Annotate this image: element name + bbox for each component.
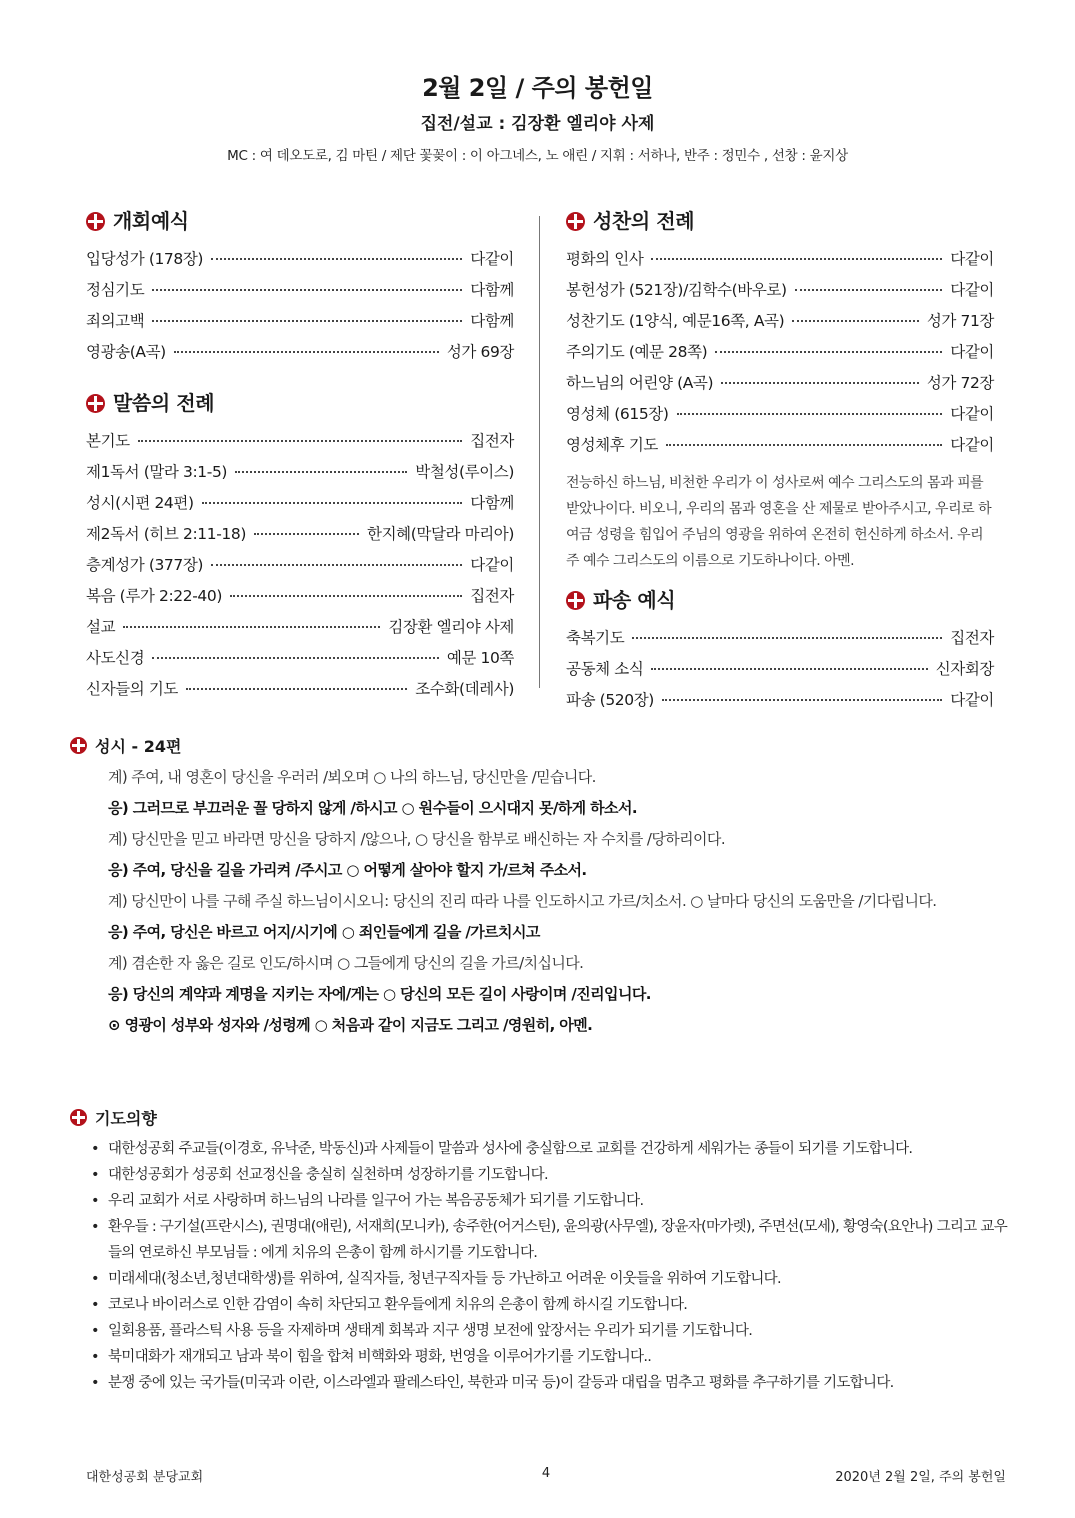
left-column xyxy=(86,205,514,708)
row-label: 제1독서 (말라 3:1-5) xyxy=(86,463,228,481)
order-row xyxy=(86,553,514,584)
row-label: 성시(시편 24편) xyxy=(86,494,194,512)
psalm-verse: 계) 겸손한 자 옳은 길로 인도/하시며 ○ 그들에게 당신의 길을 가르/치십니다. xyxy=(108,954,584,972)
red-cross-icon xyxy=(566,591,585,610)
list-item: • 코로나 바이러스로 인한 감염이 속히 차단되고 환우들에게 치유의 은총이 함께 하시길 기도합니다. xyxy=(70,1292,1010,1318)
dot-leader xyxy=(662,698,942,701)
row-label: 영성체 (615장) xyxy=(566,405,669,423)
dot-leader xyxy=(186,687,407,690)
section-eucharist-title xyxy=(566,205,994,237)
dot-leader xyxy=(152,288,462,291)
dot-leader xyxy=(677,412,943,415)
list-item: • 우리 교회가 서로 사랑하며 하느님의 나라를 일구어 가는 복음공동체가 되기를 기도합니다. xyxy=(70,1188,1010,1214)
row-value: 다함께 xyxy=(470,494,514,512)
row-label: 층계성가 (377장) xyxy=(86,556,204,574)
row-value: 다같이 xyxy=(950,691,994,709)
row-label: 하느님의 어린양 (A곡) xyxy=(566,374,714,392)
list-item: • 대한성공회가 성공회 선교정신을 충실히 실천하며 성장하기를 기도합니다. xyxy=(70,1162,1010,1188)
order-row xyxy=(566,688,994,719)
row-value: 다같이 xyxy=(470,250,514,268)
row-label: 설교 xyxy=(86,618,116,636)
row-value: 한지혜(막달라 마리아) xyxy=(367,525,514,543)
intentions-title xyxy=(70,1104,1010,1130)
column-divider xyxy=(539,216,540,688)
section-title-text: 개회예식 xyxy=(113,209,189,233)
red-cross-icon xyxy=(566,212,585,231)
row-label: 영광송(A곡) xyxy=(86,343,166,361)
order-row xyxy=(86,309,514,340)
row-label: 영성체후 기도 xyxy=(566,436,658,454)
row-label: 정심기도 xyxy=(86,281,145,299)
section-title-text: 파송 예식 xyxy=(593,588,676,612)
row-value: 다함께 xyxy=(470,312,514,330)
order-row xyxy=(566,247,994,278)
dot-leader xyxy=(202,501,463,504)
dot-leader xyxy=(651,257,942,260)
dot-leader xyxy=(152,656,439,659)
psalm-response: 응) 당신의 계약과 계명을 지키는 자에/게는 ○ 당신의 모든 길이 사랑이며 /진리입니다. xyxy=(108,985,651,1003)
footer-date: 2020년 2월 2일, 주의 봉헌일 xyxy=(835,1470,1006,1485)
row-value: 다같이 xyxy=(950,436,994,454)
list-item: • 미래세대(청소년,청년대학생)를 위하여, 실직자들, 청년구직자들 등 가난하고 어려운 이웃들을 위하여 기도합니다. xyxy=(70,1266,1010,1292)
psalm-verse: 계) 주여, 내 영혼이 당신을 우러러 /뵈오며 ○ 나의 하느님, 당신만을 /믿습니다. xyxy=(108,768,596,786)
intentions-list xyxy=(70,1136,1010,1396)
row-value: 성가 69장 xyxy=(446,343,514,361)
dot-leader xyxy=(230,594,462,597)
row-label: 파송 (520장) xyxy=(566,691,654,709)
dot-leader xyxy=(152,319,462,322)
row-label: 제2독서 (히브 2:11-18) xyxy=(86,525,246,543)
row-label: 사도신경 xyxy=(86,649,145,667)
row-label: 죄의고백 xyxy=(86,312,145,330)
dot-leader xyxy=(721,381,919,384)
red-cross-icon xyxy=(70,1109,87,1126)
list-item: • 분쟁 중에 있는 국가들(미국과 이란, 이스라엘과 팔레스타인, 북한과 미국 등)이 갈등과 대립을 멈추고 평화를 추구하기를 기도합니다. xyxy=(70,1370,1010,1396)
row-label: 공동체 소식 xyxy=(566,660,644,678)
psalm-gloria: ⊙ 영광이 성부와 성자와 /성령께 ○ 처음과 같이 지금도 그리고 /영원히, 아멘. xyxy=(108,1016,593,1034)
section-title-text: 성찬의 전례 xyxy=(593,209,695,233)
dot-leader xyxy=(666,443,942,446)
row-label: 평화의 인사 xyxy=(566,250,644,268)
section-opening-title xyxy=(86,205,514,237)
footer-page-number: 4 xyxy=(541,1466,551,1481)
order-row xyxy=(86,491,514,522)
section-title-text: 말씀의 전례 xyxy=(113,391,215,415)
page-header xyxy=(0,72,1075,166)
right-column xyxy=(566,205,994,719)
section-dismissal-title xyxy=(566,584,994,616)
list-item: • 대한성공회 주교들(이경호, 유낙준, 박동신)과 사제들이 말씀과 성사에 충실함으로 교회를 건강하게 세워가는 종들이 되기를 기도합니다. xyxy=(70,1136,1010,1162)
row-value: 집전자 xyxy=(470,587,514,605)
row-label: 봉헌성가 (521장)/김학수(바우로) xyxy=(566,281,787,299)
order-row xyxy=(566,657,994,688)
row-label: 신자들의 기도 xyxy=(86,680,178,698)
footer-church-name: 대한성공회 분당교회 xyxy=(86,1470,204,1485)
order-row xyxy=(86,429,514,460)
dot-leader xyxy=(795,288,943,291)
post-communion-prayer: 전능하신 하느님, 비천한 우리가 이 성사로써 예수 그리스도의 몸과 피를 받았나이다. 비오니, 우리의 몸과 영혼을 산 제물로 받아주시고, 우리로 하여금 성령을 힘입어 주님의 영광을 위하여 온전히 헌신하게 하소서. 우리 주 예수 그리스도의 이름으로 기도하나이다. 아멘. xyxy=(566,475,992,569)
row-value: 집전자 xyxy=(950,629,994,647)
order-row xyxy=(86,615,514,646)
intentions-title-text: 기도의향 xyxy=(95,1108,157,1128)
dot-leader xyxy=(651,667,927,670)
dot-leader xyxy=(123,625,380,628)
page-title: 2월 2일 / 주의 봉헌일 xyxy=(422,74,653,102)
order-row xyxy=(566,340,994,371)
order-row xyxy=(86,278,514,309)
dot-leader xyxy=(254,532,359,535)
psalm-response: 응) 그러므로 부끄러운 꼴 당하지 않게 /하시고 ○ 원수들이 으시대지 못/하게 하소서. xyxy=(108,799,637,817)
red-cross-icon xyxy=(70,737,87,754)
dismissal-rows xyxy=(566,626,994,719)
mc-line: MC : 여 데오도로, 김 마틴 / 제단 꽃꽂이 : 이 아그네스, 노 애린 / 지휘 : 서하나, 반주 : 정민수 , 선창 : 윤지상 xyxy=(227,148,848,164)
row-value: 다같이 xyxy=(950,405,994,423)
red-cross-icon xyxy=(86,394,105,413)
row-value: 성가 71장 xyxy=(926,312,994,330)
dot-leader xyxy=(715,350,942,353)
row-value: 신자회장 xyxy=(935,660,994,678)
row-label: 주의기도 (예문 28쪽) xyxy=(566,343,708,361)
row-value: 다같이 xyxy=(950,343,994,361)
row-value: 김장환 엘리야 사제 xyxy=(388,618,514,636)
dot-leader xyxy=(211,257,462,260)
list-item: • 북미대화가 재개되고 남과 북이 힘을 합쳐 비핵화와 평화, 번영을 이루어가기를 기도합니다.. xyxy=(70,1344,1010,1370)
row-label: 성찬기도 (1양식, 예문16쪽, A곡) xyxy=(566,312,785,330)
section-word-title xyxy=(86,387,514,419)
row-value: 집전자 xyxy=(470,432,514,450)
row-label: 입당성가 (178장) xyxy=(86,250,204,268)
prayer-intentions-section xyxy=(70,1104,1010,1396)
order-row xyxy=(566,309,994,340)
opening-rows xyxy=(86,247,514,371)
order-row xyxy=(86,584,514,615)
dot-leader xyxy=(174,350,439,353)
order-row xyxy=(566,402,994,433)
order-row xyxy=(86,460,514,491)
order-row xyxy=(566,371,994,402)
row-value: 박철성(루이스) xyxy=(415,463,514,481)
dot-leader xyxy=(235,470,407,473)
row-value: 다같이 xyxy=(470,556,514,574)
psalm-response: 응) 주여, 당신은 바르고 어지/시기에 ○ 죄인들에게 길을 /가르치시고 xyxy=(108,923,540,941)
order-row xyxy=(86,646,514,677)
order-row xyxy=(86,247,514,278)
dot-leader xyxy=(792,319,919,322)
eucharist-rows xyxy=(566,247,994,464)
row-label: 축복기도 xyxy=(566,629,625,647)
psalm-response: 응) 주여, 당신을 길을 가리켜 /주시고 ○ 어떻게 살아야 할지 가/르쳐 주소서. xyxy=(108,861,587,879)
order-row xyxy=(566,433,994,464)
row-value: 다함께 xyxy=(470,281,514,299)
psalm-verse: 계) 당신만이 나를 구해 주실 하느님이시오니: 당신의 진리 따라 나를 인도하시고 가르/치소서. ○ 날마다 당신의 도움만을 /기다립니다. xyxy=(108,892,937,910)
psalm-verse: 계) 당신만을 믿고 바라면 망신을 당하지 /않으나, ○ 당신을 함부로 배신하는 자 수치를 /당하리이다. xyxy=(108,830,725,848)
psalm-title-text: 성시 - 24편 xyxy=(95,736,182,756)
dot-leader xyxy=(211,563,462,566)
order-row xyxy=(86,677,514,708)
order-row xyxy=(86,340,514,371)
dot-leader xyxy=(632,636,942,639)
row-label: 본기도 xyxy=(86,432,130,450)
psalm-title xyxy=(70,732,1010,758)
psalm-section xyxy=(70,732,1010,1041)
preacher-line: 집전/설교 : 김장환 엘리야 사제 xyxy=(420,114,655,134)
list-item: • 환우들 : 구기설(프란시스), 권명대(애린), 서재희(모니카), 송주한(어거스틴), 윤의광(사무엘), 장윤자(마가렛), 주면선(모세), 황영숙(요안나) 그리고 교우들의 연로하신 부모님들 : 에게 치유의 은총이 함께 하시기를 기도합니다. xyxy=(70,1214,1010,1266)
row-value: 예문 10쪽 xyxy=(446,649,514,667)
list-item: • 일회용품, 플라스틱 사용 등을 자제하며 생태계 회복과 지구 생명 보전에 앞장서는 우리가 되기를 기도합니다. xyxy=(70,1318,1010,1344)
order-row xyxy=(86,522,514,553)
row-label: 복음 (루가 2:22-40) xyxy=(86,587,222,605)
red-cross-icon xyxy=(86,212,105,231)
order-row xyxy=(566,626,994,657)
row-value: 조수화(데레사) xyxy=(415,680,514,698)
order-row xyxy=(566,278,994,309)
row-value: 다같이 xyxy=(950,281,994,299)
word-rows xyxy=(86,429,514,708)
row-value: 성가 72장 xyxy=(926,374,994,392)
dot-leader xyxy=(138,439,463,442)
row-value: 다같이 xyxy=(950,250,994,268)
